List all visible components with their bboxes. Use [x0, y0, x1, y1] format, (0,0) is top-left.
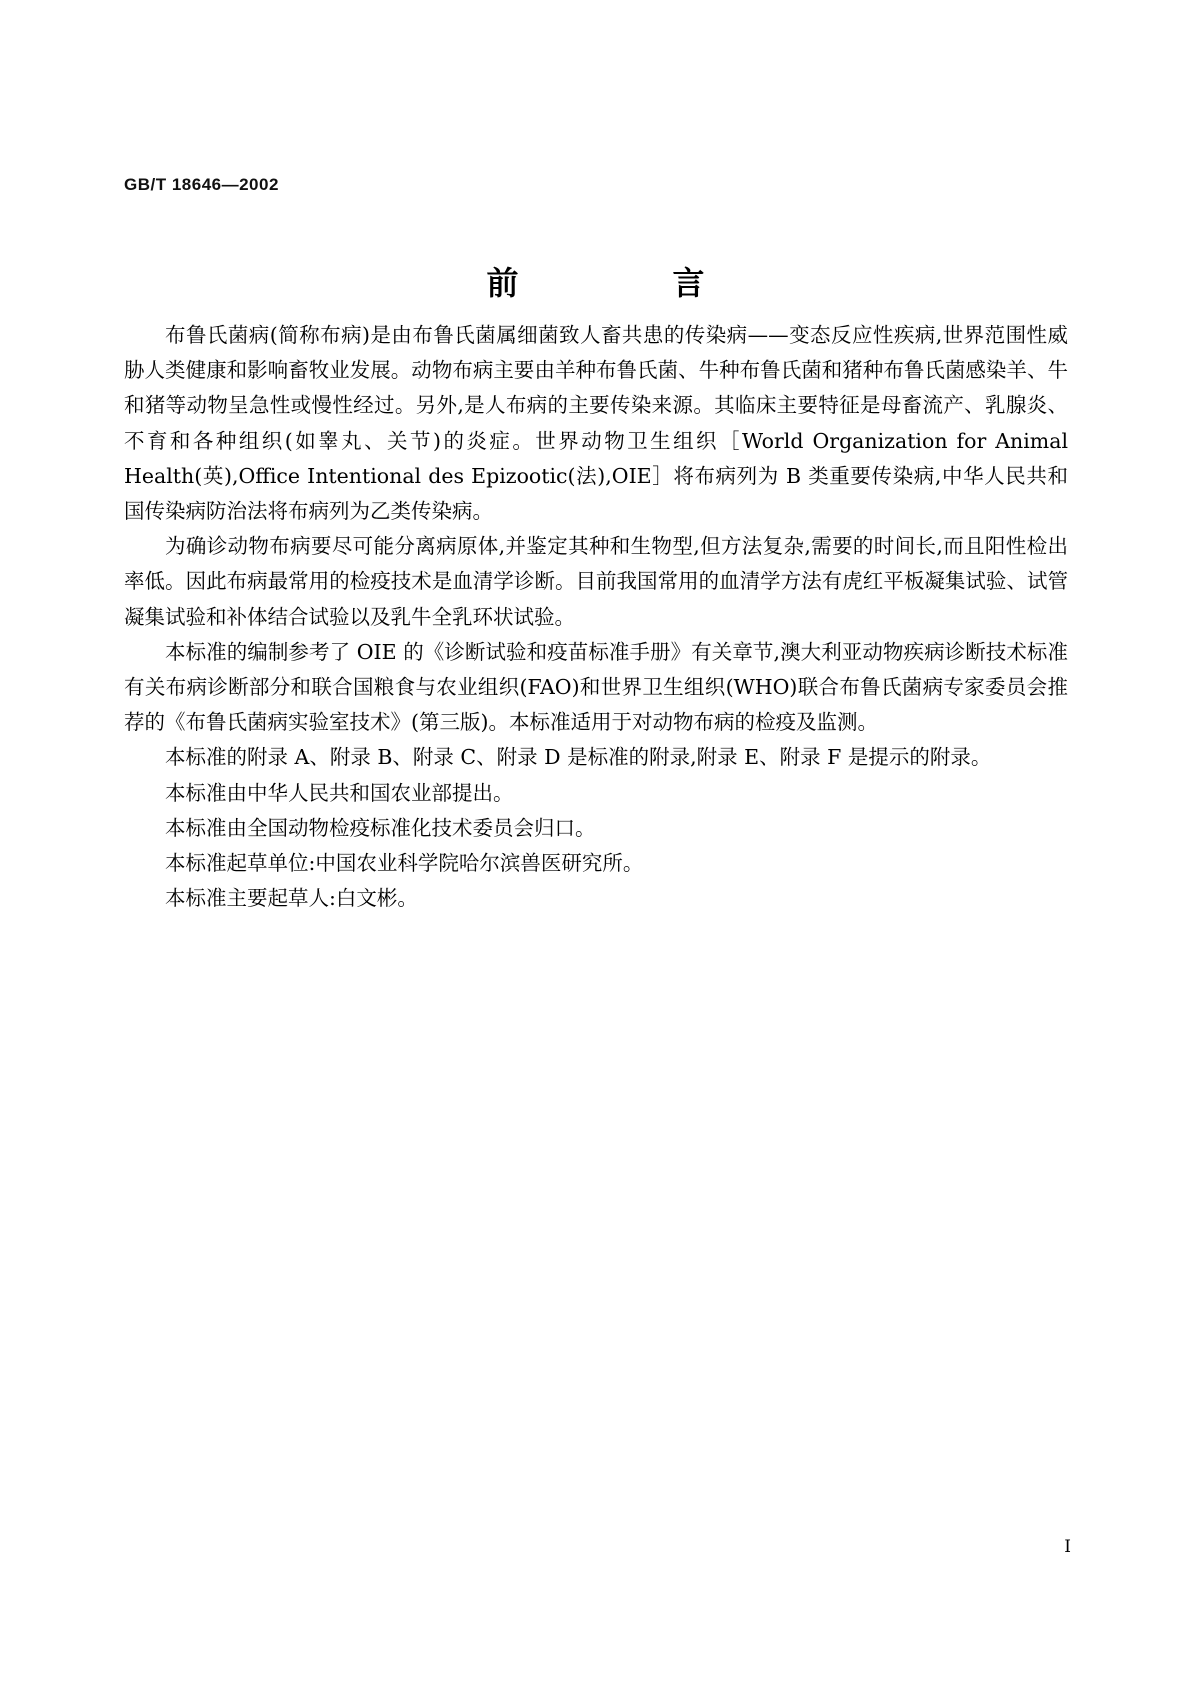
paragraph: 本标准由全国动物检疫标准化技术委员会归口。 — [165, 815, 596, 840]
page-title: 前 言 — [486, 264, 735, 302]
paragraph: 布鲁氏菌病(简称布病)是由布鲁氏菌属细菌致人畜共患的传染病——变态反应性疾病,世界范围性威胁人类健康和影响畜牧业发展。动物布病主要由羊种布鲁氏菌、牛种布鲁氏菌和猪种布鲁氏菌感染羊、牛和猪等动物呈急性或慢性经过。另外,是人布病的主要传染来源。其临床主要特征是母畜流产、乳腺炎、不育和各种组织(如睾丸、关节)的炎症。世界动物卫生组织［World Organization for Animal Health(英),Office Intentional des Epizootic(法),OIE］将布病列为 B 类重要传染病,中华人民共和国传染病防治法将布病列为乙类传染病。 — [124, 323, 1068, 524]
page-number: Ⅰ — [1064, 1537, 1071, 1556]
paragraph: 本标准的附录 A、附录 B、附录 C、附录 D 是标准的附录,附录 E、附录 F 是提示的附录。 — [165, 745, 992, 770]
paragraph: 本标准起草单位:中国农业科学院哈尔滨兽医研究所。 — [165, 851, 644, 876]
foreword-body — [124, 318, 1068, 916]
standard-code-header: GB/T 18646—2002 — [124, 175, 279, 194]
paragraph: 本标准主要起草人:白文彬。 — [165, 886, 418, 911]
paragraph: 本标准的编制参考了 OIE 的《诊断试验和疫苗标准手册》有关章节,澳大利亚动物疾病诊断技术标准有关布病诊断部分和联合国粮食与农业组织(FAO)和世界卫生组织(WHO)联合布鲁氏菌病专家委员会推荐的《布鲁氏菌病实验室技术》(第三版)。本标准适用于对动物布病的检疫及监测。 — [124, 639, 1068, 735]
paragraph: 为确诊动物布病要尽可能分离病原体,并鉴定其种和生物型,但方法复杂,需要的时间长,而且阳性检出率低。因此布病最常用的检疫技术是血清学诊断。目前我国常用的血清学方法有虎红平板凝集试验、试管凝集试验和补体结合试验以及乳牛全乳环状试验。 — [124, 534, 1068, 629]
paragraph: 本标准由中华人民共和国农业部提出。 — [165, 780, 514, 805]
